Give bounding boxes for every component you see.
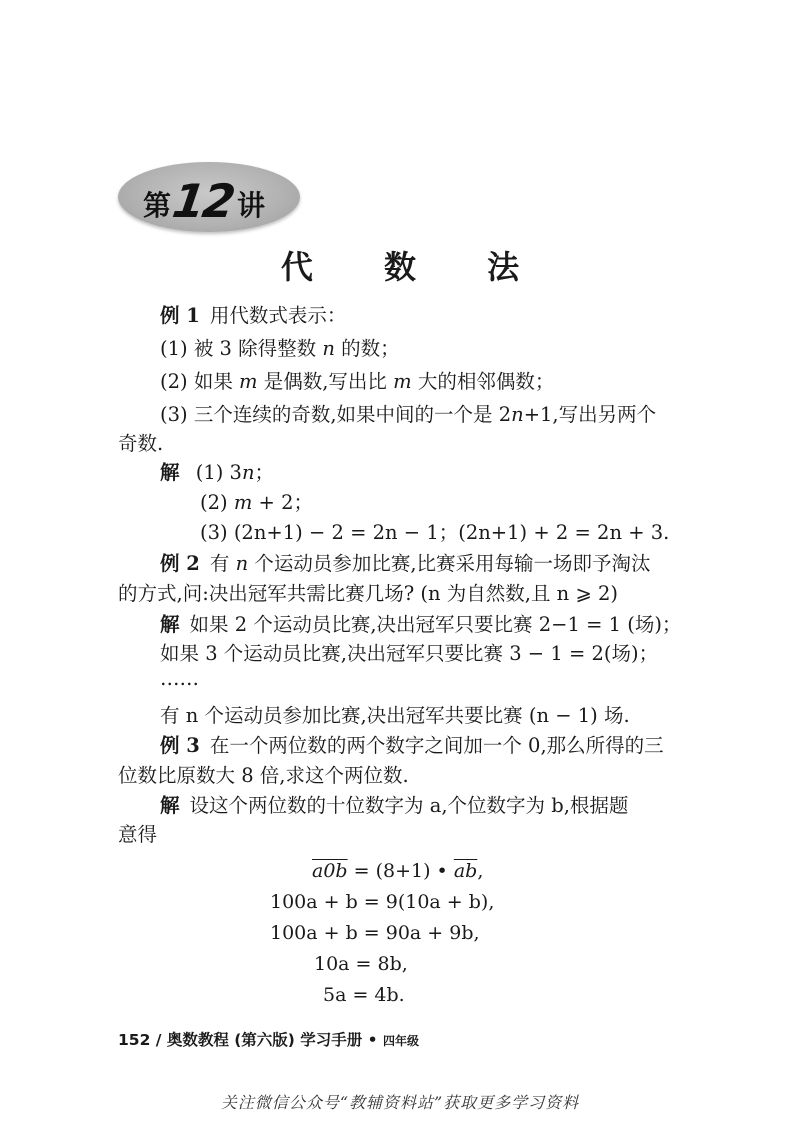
sol1-text-a: (1) 3 — [195, 461, 242, 484]
example1-q1 — [160, 336, 400, 362]
eq1-rhs: $\overline{ab}$ — [453, 860, 478, 882]
page-number: 152 — [118, 1031, 151, 1049]
eq1-mid: = (8+1) • — [347, 860, 454, 882]
sol2-text-a: (2) — [200, 491, 228, 514]
example1-q3 — [160, 402, 656, 428]
chapter-prefix: 第 — [143, 189, 172, 222]
chapter-suffix: 讲 — [237, 189, 266, 222]
example1-sol1 — [160, 460, 274, 486]
example1-q3-cont: 奇数. — [118, 432, 164, 455]
q1-text-b: 的数； — [341, 337, 400, 360]
example3-sol1 — [160, 793, 628, 819]
ex2-var: n — [235, 552, 249, 575]
example2-label: 例 2 — [160, 552, 200, 575]
q3-text-b: +1,写出另两个 — [523, 403, 657, 426]
ex2-text-a: 有 — [209, 552, 230, 575]
example2-sol-label: 解 — [160, 613, 180, 636]
eq1-lhs: a0b — [312, 860, 348, 882]
example2-sol3: 有 n 个运动员参加比赛,决出冠军共要比赛 (n − 1) 场. — [160, 704, 630, 727]
example3-line2: 位数比原数大 8 倍,求这个两位数. — [118, 764, 409, 787]
ex3-sol-line1: 设这个两位数的十位数字为 a,个位数字为 b,根据题 — [189, 794, 629, 817]
equation-1 — [312, 859, 483, 883]
equation-3: 100a + b = 90a + 9b, — [270, 922, 480, 944]
equation-2: 100a + b = 9(10a + b), — [270, 891, 495, 913]
example2-line1 — [160, 551, 651, 577]
page-title: 代 数 法 — [280, 248, 550, 286]
ex2-sol-line1: 如果 2 个运动员比赛,决出冠军只要比赛 2−1 = 1 (场)； — [189, 613, 682, 636]
example1-label: 例 1 — [160, 304, 200, 327]
q3-text-a: (3) 三个连续的奇数,如果中间的一个是 2 — [160, 403, 512, 426]
q2-var2: m — [393, 370, 412, 393]
example3-sol2: 意得 — [118, 823, 158, 846]
example2-sol1 — [160, 612, 681, 638]
q2-text-c: 大的相邻偶数； — [417, 370, 555, 393]
equation-4: 10a = 8b, — [314, 953, 408, 975]
grade-label: 四年级 — [382, 1034, 419, 1048]
example1-q2 — [160, 369, 554, 395]
q2-text-b: 是偶数,写出比 — [263, 370, 387, 393]
q2-text-a: (2) 如果 — [160, 370, 233, 393]
q1-var: n — [322, 337, 335, 360]
example3-sol-label: 解 — [160, 794, 180, 817]
sol2-text-b: + 2； — [258, 491, 313, 514]
book-title: / 奥数教程 (第六版) 学习手册 • — [150, 1031, 383, 1049]
example2-line2: 的方式,问:决出冠军共需比赛几场? (n 为自然数,且 n ⩾ 2) — [118, 582, 618, 605]
sol1-var: n — [241, 461, 255, 484]
example3-line1 — [160, 733, 664, 759]
example2-ellipsis: …… — [160, 667, 199, 690]
example1-sol-label: 解 — [160, 461, 180, 484]
chapter-heading — [143, 172, 266, 228]
q3-var: n — [511, 403, 524, 426]
example1-header — [160, 303, 346, 329]
ex3-line1: 在一个两位数的两个数字之间加一个 0,那么所得的三 — [209, 734, 664, 757]
example1-sol3: (3) (2n+1) − 2 = 2n − 1；(2n+1) + 2 = 2n + 3. — [200, 521, 670, 544]
sol2-var: m — [233, 491, 253, 514]
eq1-end: , — [477, 860, 484, 882]
equation-5: 5a = 4b. — [323, 984, 405, 1006]
sol1-text-b: ； — [254, 461, 275, 484]
q1-text-a: (1) 被 3 除得整数 — [160, 337, 317, 360]
chapter-number: 12 — [169, 174, 237, 228]
example2-sol2: 如果 3 个运动员比赛,决出冠军只要比赛 3 − 1 = 2(场)； — [160, 642, 659, 665]
example1-text: 用代数式表示： — [209, 304, 347, 327]
ex2-text-b: 个运动员参加比赛,比赛采用每输一场即予淘汰 — [254, 552, 651, 575]
page-footer — [118, 1028, 419, 1050]
q2-var1: m — [239, 370, 258, 393]
example3-label: 例 3 — [160, 734, 200, 757]
example1-sol2 — [200, 490, 313, 516]
watermark-text: 关注微信公众号“教辅资料站”获取更多学习资料 — [220, 1093, 580, 1112]
